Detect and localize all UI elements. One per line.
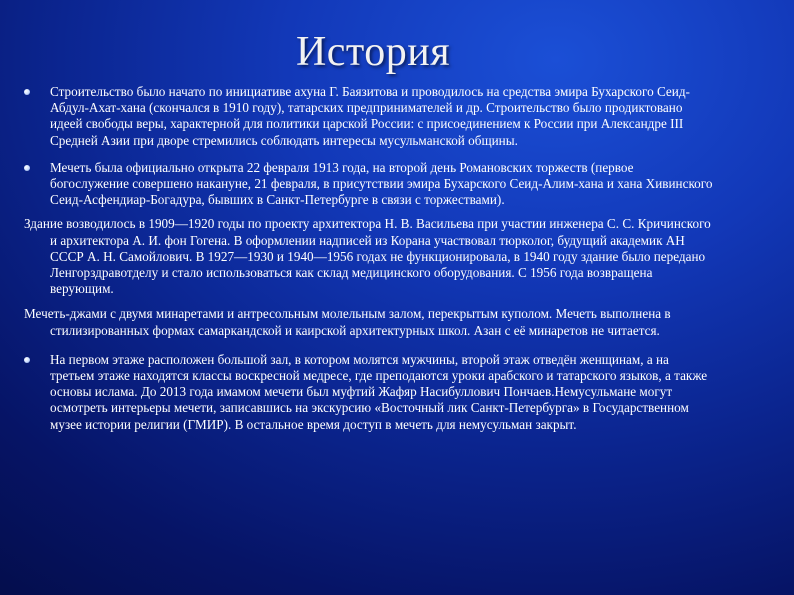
slide-title: История	[295, 29, 451, 75]
paragraph-architecture: Здание возводилось в 1909—1920 годы по проекту архитектора Н. В. Васильева при участии инженера С. С. Кричинского и архитектора А. И. фон Гогена. В оформлении надписей из Корана участвовал тюрколог, будущий академик АН СССР А. Н. Самойлович. В 1927—1930 и 1940—1956 годах не функционировала, в 1940 году здание было передано Ленгорздравотделу и стало использоваться как склад медицинского оборудования. С 1956 года возвращена верующим.	[24, 216, 711, 297]
bullet-paragraph-construction	[24, 84, 714, 149]
bullet-paragraph-floors	[24, 352, 714, 433]
slide-content	[24, 84, 714, 433]
paragraph-minarets: Мечеть-джами с двумя минаретами и антресольным молельным залом, перекрытым куполом. Мечеть выполнена в стилизированных формах самаркандской и каирской архитектурных школ. Азан с её минаретов не читается.	[24, 306, 671, 338]
bullet-icon	[24, 89, 30, 95]
paragraph-text: Мечеть была официально открыта 22 февраля 1913 года, на второй день Романовских торжеств (первое богослужение совершено накануне, 21 февраля, в присутствии эмира Бухарского Сеид-Алим-хана и хана Хивинского Сеид-Асфендиар-Богадура, бывших в Санкт-Петербурге в связи с торжествами).	[50, 159, 713, 208]
paragraph-text: На первом этаже расположен большой зал, в котором молятся мужчины, второй этаж отведён женщинам, а на третьем этаже находятся классы воскресной медресе, где преподаются уроки арабского и татарского языков, а также основы ислама. До 2013 года имамом мечети был муфтий Жафяр Насибуллович Пончаев.Немусульмане могут осмотреть интерьеры мечети, записавшись на экскурсию «Восточный лик Санкт-Петербурга» в Государственном музее истории религии (ГМИР). В остальное время доступ в мечеть для немусульман закрыт.	[50, 351, 708, 432]
bullet-icon	[24, 357, 30, 363]
bullet-icon	[24, 165, 30, 171]
paragraph-text: Строительство было начато по инициативе ахуна Г. Баязитова и проводилось на средства эмира Бухарского Сеид-Абдул-Ахат-хана (скончался в 1910 году), татарских предпринимателей и др. Строительство было продиктовано идеей свободы веры, характерной для политики царской России: с присоединением к России при Александре III Средней Азии при дворе стремились соблюдать интересы мусульманской общины.	[50, 84, 690, 148]
bullet-paragraph-opening	[24, 160, 714, 209]
